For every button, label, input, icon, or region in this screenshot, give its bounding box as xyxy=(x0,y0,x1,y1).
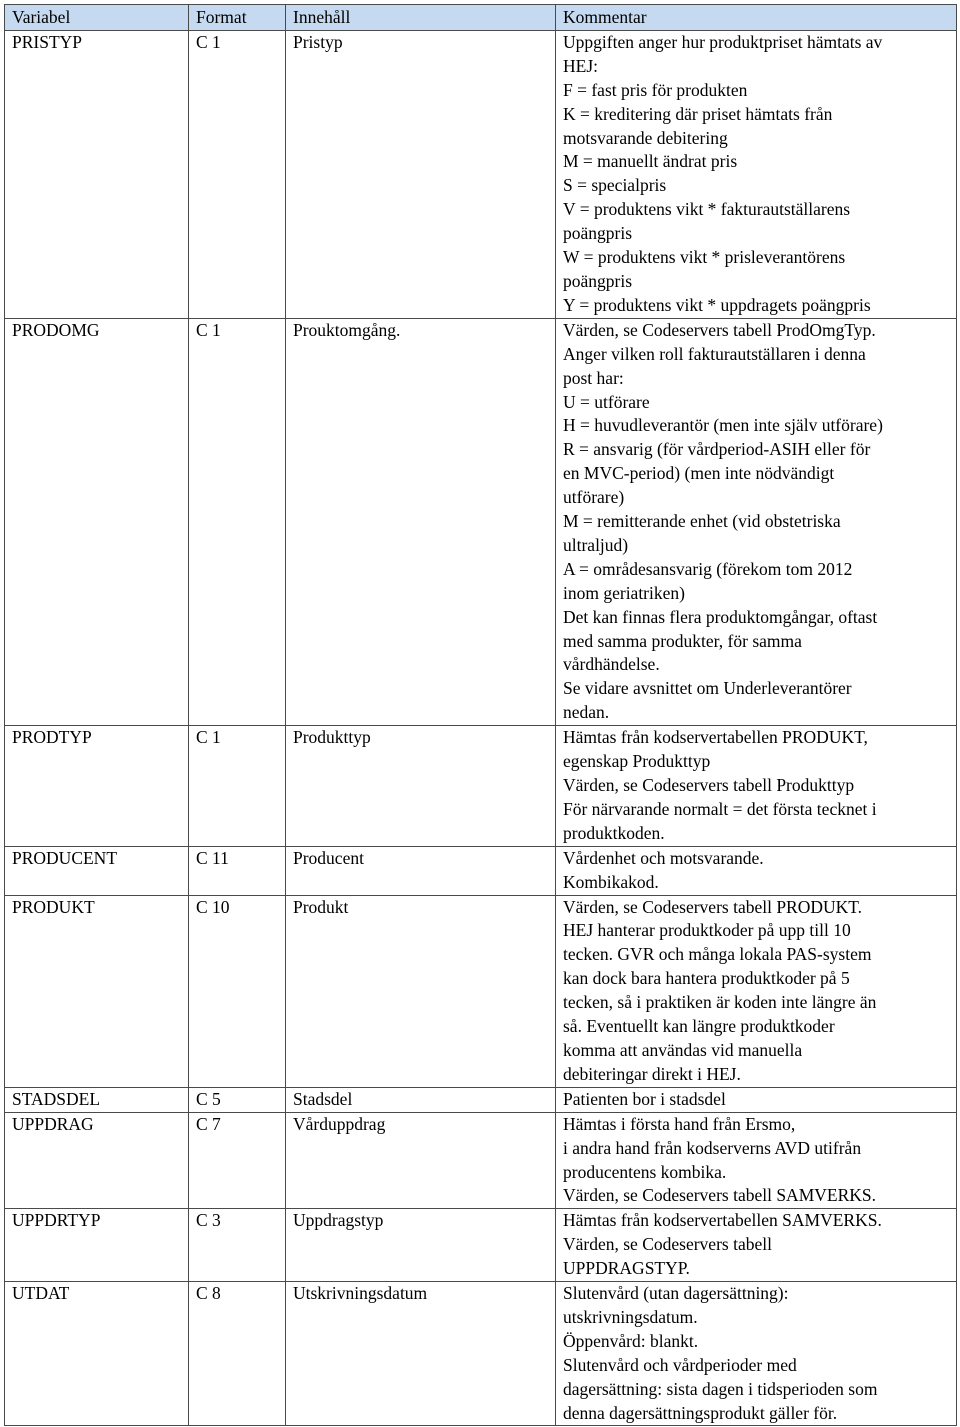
kommentar-line: Värden, se Codeservers tabell PRODUKT. xyxy=(563,896,863,917)
cell-kommentar xyxy=(556,1282,957,1426)
kommentar-line: tecken. GVR och många lokala PAS-system xyxy=(563,944,872,965)
kommentar-line: U = utförare xyxy=(563,391,650,412)
kommentar-line: M = manuellt ändrat pris xyxy=(563,151,738,172)
kommentar-line: Anger vilken roll fakturautställaren i denna xyxy=(563,343,866,364)
kommentar-line: produktkoden. xyxy=(563,822,665,843)
kommentar-line: För närvarande normalt = det första tecknet i xyxy=(563,798,877,819)
cell-variabel: PRODUKT xyxy=(5,895,189,1087)
cell-format: C 11 xyxy=(189,846,286,895)
kommentar-line: K = kreditering där priset hämtats från xyxy=(563,103,833,124)
kommentar-line: S = specialpris xyxy=(563,175,667,196)
kommentar-line: Värden, se Codeservers tabell ProdOmgTyp. xyxy=(563,319,876,340)
cell-kommentar xyxy=(556,30,957,318)
cell-format: C 5 xyxy=(189,1087,286,1112)
kommentar-line: HEJ hanterar produktkoder på upp till 10 xyxy=(563,920,851,941)
kommentar-line: Värden, se Codeservers tabell Produkttyp xyxy=(563,775,855,795)
table-row xyxy=(5,895,957,1087)
kommentar-line: med samma produkter, för samma xyxy=(563,630,802,651)
kommentar-line: kan dock bara hantera produktkoder på 5 xyxy=(563,968,850,989)
cell-innehall: Producent xyxy=(286,846,556,895)
kommentar-line: poängpris xyxy=(563,270,633,291)
kommentar-line: tecken, så i praktiken är koden inte längre än xyxy=(563,992,877,1013)
table-header xyxy=(5,5,957,31)
kommentar-line: denna dagersättningsprodukt gäller för. xyxy=(563,1402,838,1423)
kommentar-line: A = områdesansvarig (förekom tom 2012 xyxy=(563,558,853,579)
kommentar-line: F = fast pris för produkten xyxy=(563,79,748,100)
cell-format: C 3 xyxy=(189,1209,286,1282)
variable-table xyxy=(4,4,957,1426)
kommentar-line: Värden, se Codeservers tabell SAMVERKS. xyxy=(563,1185,877,1206)
cell-kommentar xyxy=(556,318,957,725)
kommentar-line: utförare) xyxy=(563,487,625,508)
kommentar-line: Se vidare avsnittet om Underleverantörer xyxy=(563,678,852,699)
header-variabel: Variabel xyxy=(5,5,189,31)
header-kommentar: Kommentar xyxy=(556,5,957,31)
cell-kommentar xyxy=(556,726,957,847)
kommentar-line: Vårdenhet och motsvarande. xyxy=(563,847,764,868)
kommentar-line: Kombikakod. xyxy=(563,871,659,892)
kommentar-line: inom geriatriken) xyxy=(563,582,685,603)
cell-innehall: Produkt xyxy=(286,895,556,1087)
cell-innehall: Stadsdel xyxy=(286,1087,556,1112)
cell-format: C 1 xyxy=(189,726,286,847)
kommentar-line: V = produktens vikt * fakturautställarens xyxy=(563,199,851,220)
cell-format: C 8 xyxy=(189,1282,286,1426)
kommentar-line: producentens kombika. xyxy=(563,1161,727,1182)
kommentar-line: UPPDRAGSTYP. xyxy=(563,1258,690,1279)
table-row xyxy=(5,726,957,847)
kommentar-line: Det kan finnas flera produktomgångar, oftast xyxy=(563,606,878,627)
kommentar-line: Öppenvård: blankt. xyxy=(563,1330,699,1351)
kommentar-line: egenskap Produkttyp xyxy=(563,751,711,772)
kommentar-line: ultraljud) xyxy=(563,534,629,555)
kommentar-line: Uppgiften anger hur produktpriset hämtats av xyxy=(563,31,883,52)
kommentar-line: H = huvudleverantör (men inte själv utförare) xyxy=(563,415,883,436)
kommentar-line: nedan. xyxy=(563,702,610,723)
cell-variabel: STADSDEL xyxy=(5,1087,189,1112)
kommentar-line: W = produktens vikt * prisleverantörens xyxy=(563,247,846,268)
cell-variabel: UTDAT xyxy=(5,1282,189,1426)
table-row xyxy=(5,30,957,318)
cell-innehall: Pristyp xyxy=(286,30,556,318)
kommentar-line: utskrivningsdatum. xyxy=(563,1306,698,1327)
header-row xyxy=(5,5,957,31)
cell-variabel: PRODUCENT xyxy=(5,846,189,895)
kommentar-line: Y = produktens vikt * uppdragets poängpris xyxy=(563,294,871,315)
kommentar-line: HEJ: xyxy=(563,55,598,76)
table-row xyxy=(5,1112,957,1209)
cell-kommentar xyxy=(556,1112,957,1209)
cell-format: C 1 xyxy=(189,30,286,318)
kommentar-line: Hämtas från kodservertabellen SAMVERKS. xyxy=(563,1210,882,1231)
cell-format: C 7 xyxy=(189,1112,286,1209)
kommentar-line: debiteringar direkt i HEJ. xyxy=(563,1063,741,1084)
kommentar-line: Hämtas i första hand från Ersmo, xyxy=(563,1113,796,1134)
cell-variabel: PRODTYP xyxy=(5,726,189,847)
kommentar-line: Värden, se Codeservers tabell xyxy=(563,1234,772,1255)
kommentar-line: en MVC-period) (men inte nödvändigt xyxy=(563,463,835,484)
kommentar-line: i andra hand från kodserverns AVD utifrån xyxy=(563,1137,862,1158)
table-row xyxy=(5,1209,957,1282)
cell-variabel: UPPDRTYP xyxy=(5,1209,189,1282)
cell-variabel: PRODOMG xyxy=(5,318,189,725)
cell-format: C 10 xyxy=(189,895,286,1087)
cell-format: C 1 xyxy=(189,318,286,725)
cell-kommentar xyxy=(556,1209,957,1282)
kommentar-line: komma att användas vid manuella xyxy=(563,1039,803,1060)
cell-variabel: PRISTYP xyxy=(5,30,189,318)
cell-kommentar xyxy=(556,846,957,895)
table-body xyxy=(5,30,957,1426)
cell-kommentar xyxy=(556,895,957,1087)
kommentar-line: motsvarande debitering xyxy=(563,127,728,148)
kommentar-line: vårdhändelse. xyxy=(563,654,660,675)
cell-innehall: Vårduppdrag xyxy=(286,1112,556,1209)
kommentar-line: så. Eventuellt kan längre produktkoder xyxy=(563,1016,835,1037)
cell-variabel: UPPDRAG xyxy=(5,1112,189,1209)
cell-innehall: Prouktomgång. xyxy=(286,318,556,725)
cell-kommentar xyxy=(556,1087,957,1112)
header-format: Format xyxy=(189,5,286,31)
kommentar-line: Slutenvård och vårdperioder med xyxy=(563,1354,797,1375)
table-row xyxy=(5,1282,957,1426)
table-row xyxy=(5,1087,957,1112)
cell-innehall: Produkttyp xyxy=(286,726,556,847)
kommentar-line: post har: xyxy=(563,367,624,388)
kommentar-line: R = ansvarig (för vårdperiod-ASIH eller för xyxy=(563,439,871,460)
table-row xyxy=(5,318,957,725)
header-innehall: Innehåll xyxy=(286,5,556,31)
kommentar-line: dagersättning: sista dagen i tidsperioden som xyxy=(563,1378,878,1399)
kommentar-line: Patienten bor i stadsdel xyxy=(563,1088,726,1109)
kommentar-line: M = remitterande enhet (vid obstetriska xyxy=(563,511,841,532)
kommentar-line: Slutenvård (utan dagersättning): xyxy=(563,1283,789,1304)
cell-innehall: Utskrivningsdatum xyxy=(286,1282,556,1426)
cell-innehall: Uppdragstyp xyxy=(286,1209,556,1282)
table-row xyxy=(5,846,957,895)
kommentar-line: Hämtas från kodservertabellen PRODUKT, xyxy=(563,727,868,748)
kommentar-line: poängpris xyxy=(563,223,633,244)
